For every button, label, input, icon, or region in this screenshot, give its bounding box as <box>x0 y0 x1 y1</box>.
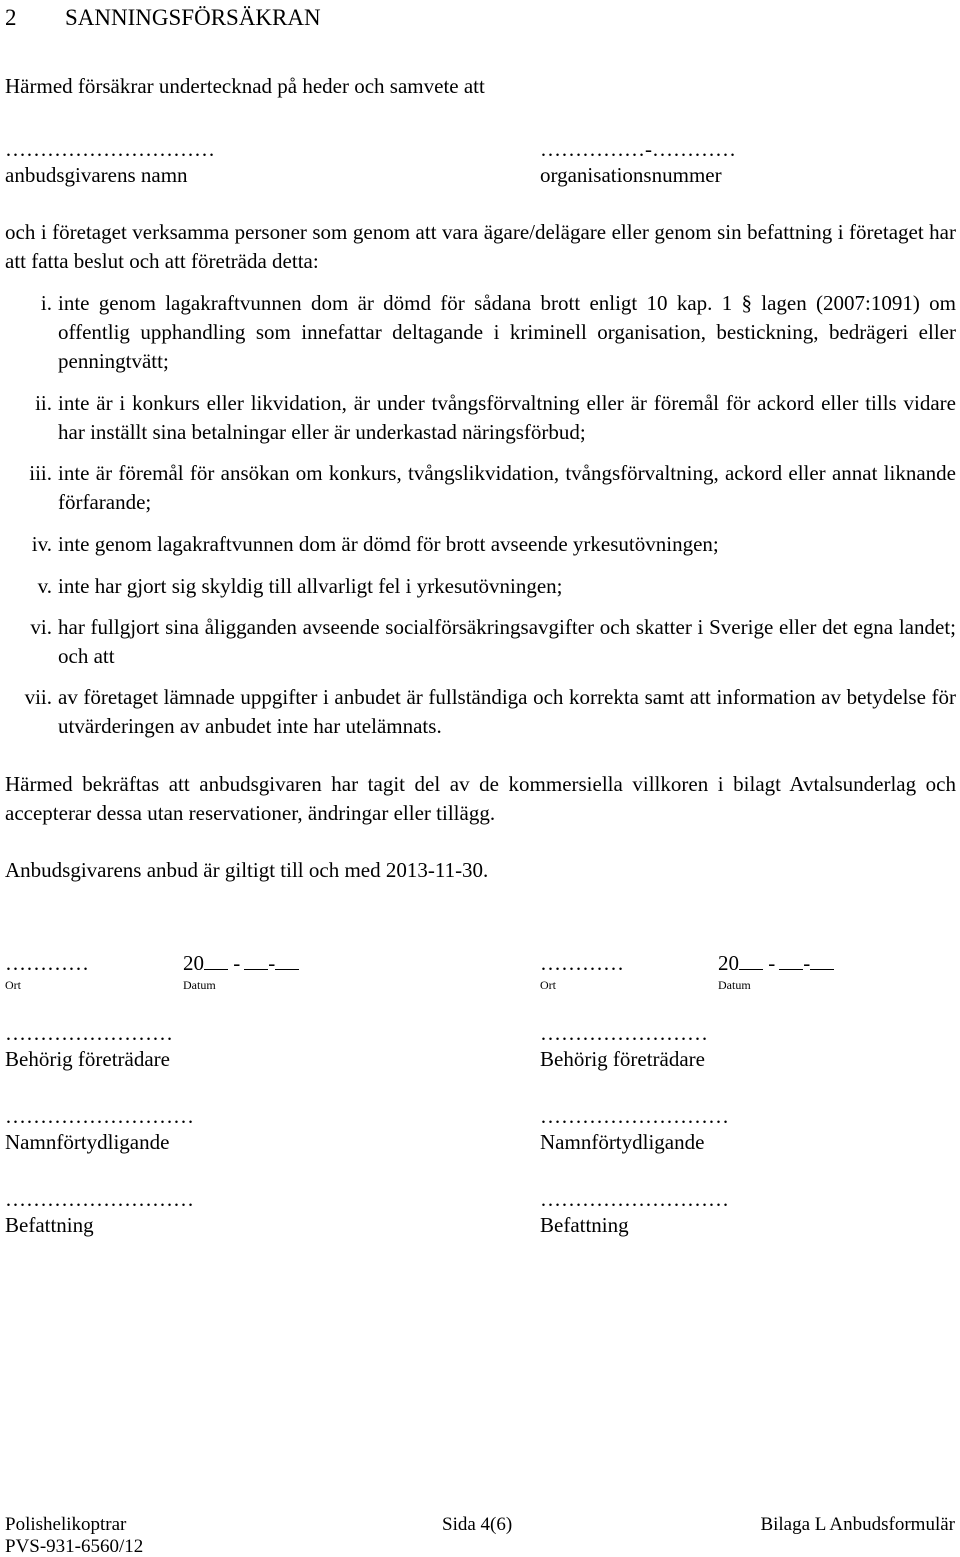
name-clarification-label: Namnförtydligande <box>540 1130 705 1154</box>
footer-attachment: Bilaga L Anbudsformulär <box>760 1514 955 1535</box>
list-item-text: inte är föremål för ansökan om konkurs, tvångslikvidation, tvångsförvaltning, ackord eller annat liknande förfarande; <box>58 461 956 514</box>
name-clarification-label: Namnförtydligande <box>5 1130 170 1154</box>
footer-page-number: Sida 4(6) <box>442 1514 513 1535</box>
name-clarification-field: ……………………… <box>5 1104 194 1128</box>
position-field: ……………………… <box>540 1187 729 1211</box>
footer-project: Polishelikoptrar <box>5 1514 127 1535</box>
list-item-text: av företaget lämnade uppgifter i anbudet är fullständiga och korrekta samt att information av betydelse för utvärderingen av anbudet inte har utelämnats. <box>58 685 956 738</box>
date-field <box>718 953 834 974</box>
lead-paragraph: och i företaget verksamma personer som genom att vara ägare/delägare eller genom sin befattning i företaget har att fatta beslut och att företräda detta: <box>5 220 956 273</box>
list-item-text: inte är i konkurs eller likvidation, är under tvångsförvaltning eller är föremål för ackord eller tills vidare har inställt sina betalningar eller är underkastad näringsförbud; <box>58 391 956 444</box>
place-field: ………… <box>5 951 89 975</box>
list-item-number: vi. <box>30 615 52 639</box>
date-separator: - <box>768 951 776 975</box>
list-item-text: inte genom lagakraftvunnen dom är dömd för brott avseende yrkesutövningen; <box>58 532 719 556</box>
representative-label: Behörig företrädare <box>540 1047 705 1071</box>
date-label: Datum <box>183 978 216 992</box>
validity-text: Anbudsgivarens anbud är giltigt till och med 2013-11-30. <box>5 858 489 882</box>
list-item-number: i. <box>40 291 52 315</box>
position-label: Befattning <box>5 1213 94 1237</box>
date-field <box>183 953 299 974</box>
name-clarification-field: ……………………… <box>540 1104 729 1128</box>
org-number-field: ……………-………… <box>540 137 736 161</box>
list-item-number: iii. <box>29 461 52 485</box>
representative-field: …………………… <box>540 1021 708 1045</box>
date-separator: - <box>803 951 811 975</box>
section-title: SANNINGSFÖRSÄKRAN <box>65 5 321 30</box>
place-label: Ort <box>5 978 21 992</box>
list-item-text: har fullgjort sina åligganden avseende socialförsäkringsavgifter och skatter i Sverige eller det egna landet; och att <box>58 615 956 668</box>
confirm-paragraph: Härmed bekräftas att anbudsgivaren har tagit del av de kommersiella villkoren i bilagt Avtalsunderlag och accepterar dessa utan reservationer, ändringar eller tillägg. <box>5 772 956 825</box>
list-item-number: ii. <box>35 391 52 415</box>
org-number-label: organisationsnummer <box>540 163 722 187</box>
date-year-prefix: 20 <box>718 951 739 975</box>
list-item-number: iv. <box>31 532 52 556</box>
position-label: Befattning <box>540 1213 629 1237</box>
date-label: Datum <box>718 978 751 992</box>
company-name-label: anbudsgivarens namn <box>5 163 188 187</box>
section-number: 2 <box>5 5 17 30</box>
company-name-field: ………………………… <box>5 137 215 161</box>
date-year-prefix: 20 <box>183 951 204 975</box>
date-separator: - <box>268 951 276 975</box>
list-item-number: vii. <box>24 685 52 709</box>
place-field: ………… <box>540 951 624 975</box>
position-field: ……………………… <box>5 1187 194 1211</box>
place-label: Ort <box>540 978 556 992</box>
footer-reference: PVS-931-6560/12 <box>5 1536 144 1557</box>
representative-label: Behörig företrädare <box>5 1047 170 1071</box>
list-item-text: inte genom lagakraftvunnen dom är dömd för sådana brott enligt 10 kap. 1 § lagen (2007:1091) om offentlig upphandling som innefattar deltagande i kriminell organisation, bestickning, bedrägeri eller penningtvätt; <box>58 291 956 373</box>
date-separator: - <box>233 951 241 975</box>
list-item-text: inte har gjort sig skyldig till allvarligt fel i yrkesutövningen; <box>58 574 563 598</box>
representative-field: …………………… <box>5 1021 173 1045</box>
intro-text: Härmed försäkrar undertecknad på heder och samvete att <box>5 74 485 98</box>
list-item-number: v. <box>37 574 52 598</box>
